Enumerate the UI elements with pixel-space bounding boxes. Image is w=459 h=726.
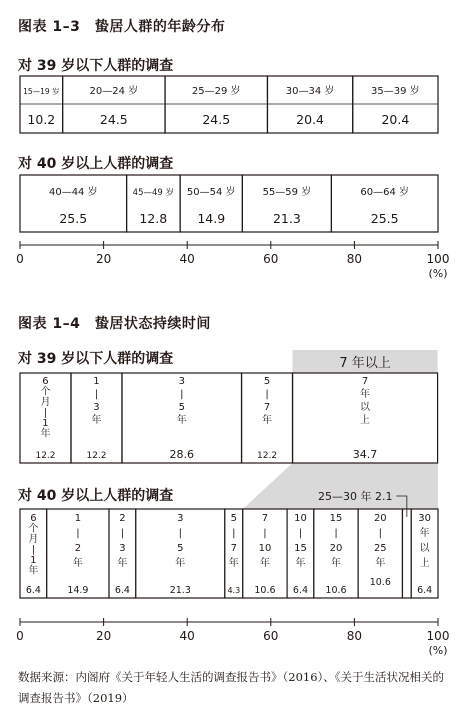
fig14-over40-cat-8-char-1: | [378, 528, 383, 539]
fig14-over40-value-3: 21.3 [169, 585, 191, 596]
fig13-over40-category-3: 55—59 岁 [262, 187, 312, 198]
fig14-under40-cat-0-char-2: 月 [40, 397, 51, 408]
fig14-over40-cat-5-char-0: 7 [261, 513, 269, 524]
fig14-over40-cat-5-char-1: | [263, 528, 267, 539]
fig14-over40-callout-label: 25—30 年 2.1 [317, 490, 393, 503]
fig14-under40-value-2: 28.6 [169, 448, 195, 461]
fig14-over40-cat-5-char-2: 10 [258, 543, 272, 554]
fig14-under40-cat-1-char-0: 1 [93, 376, 100, 387]
fig14-under40-cat-2-char-0: 3 [178, 376, 185, 387]
fig14-over40-cat-0-char-1: 个 [28, 523, 39, 535]
fig14-under40-cat-2-char-2: 5 [178, 402, 185, 413]
fig13-tick-label-5: 100 [426, 252, 450, 266]
fig14-over40-cat-6-char-1: | [298, 528, 303, 539]
fig13-under40-category-3: 30—34 岁 [285, 86, 335, 97]
fig14-over40-cat-10-char-1: 年 [419, 528, 430, 539]
fig14-over40-cat-3-char-3: 年 [175, 558, 186, 569]
fig13-over40-value-4: 25.5 [370, 211, 399, 226]
figure-1-4-under40-subtitle: 对 39 岁以下人群的调查 [18, 351, 174, 367]
fig14-over40-cat-6-char-3: 年 [295, 558, 306, 569]
fig14-over40-value-10: 6.4 [417, 585, 433, 596]
fig13-over40-value-0: 25.5 [59, 211, 88, 226]
fig13-under40-value-0: 10.2 [27, 112, 56, 127]
fig14-under40-cat-3-char-1: | [265, 389, 269, 400]
fig14-over40-value-1: 14.9 [67, 585, 89, 596]
fig14-over40-cat-10-char-2: 以 [419, 543, 430, 554]
fig14-over40-value-8: 10.6 [369, 577, 391, 588]
shade-layer [243, 350, 438, 509]
fig13-over40-category-0: 40—44 岁 [48, 187, 98, 198]
fig14-over40-cat-4-char-0: 5 [230, 513, 237, 524]
fig14-over40-value-5: 10.6 [254, 585, 276, 596]
fig13-tick-label-1: 20 [95, 252, 112, 266]
fig14-over40-bar-9 [402, 509, 411, 598]
fig14-tick-label-1: 20 [95, 629, 112, 643]
fig14-over40-cat-3-char-1: | [178, 528, 182, 539]
fig13-over40-value-2: 14.9 [197, 211, 226, 226]
fig14-under40-value-4: 34.7 [352, 448, 378, 461]
fig14-over40-cat-2-char-2: 3 [119, 543, 126, 554]
fig14-under40-cat-4-char-2: 以 [360, 402, 371, 413]
fig14-over40-cat-3-char-2: 5 [177, 543, 184, 554]
fig14-over40-cat-8-char-0: 20 [373, 513, 387, 524]
fig14-over40-cat-7-char-0: 15 [329, 513, 343, 524]
fig14-over40-cat-6-char-0: 10 [294, 513, 307, 524]
fig14-over40-cat-0-char-0: 6 [30, 513, 37, 524]
fig14-over40-cat-1-char-3: 年 [72, 558, 83, 569]
fig13-over40-category-2: 50—54 岁 [186, 187, 236, 198]
fig14-tick-label-4: 80 [346, 629, 363, 643]
fig13-under40-value-2: 24.5 [202, 112, 231, 127]
fig14-over40-cat-2-char-3: 年 [117, 558, 128, 569]
fig14-under40-cat-2-char-3: 年 [176, 415, 187, 426]
fig14-over40-cat-4-char-3: 年 [228, 558, 239, 569]
fig14-over40-value-4: 4.3 [227, 586, 241, 595]
fig14-over40-cat-3-char-0: 3 [177, 513, 184, 524]
fig13-under40-category-4: 35—39 岁 [371, 86, 420, 97]
fig13-under40-value-1: 24.5 [99, 112, 128, 127]
fig14-under40-value-1: 12.2 [86, 451, 107, 461]
fig14-over40-cat-1-char-2: 2 [74, 543, 82, 554]
figure-1-4-title: 图表 1–4 蛰居状态持续时间 [18, 316, 211, 332]
fig13-under40-category-2: 25—29 岁 [191, 86, 241, 97]
fig14-under40-value-0: 12.2 [35, 451, 56, 461]
source-note: 数据来源：内阁府《关于年轻人生活的调查报告书》（2016）、《关于生活状况相关的调查报告书》（2019） [18, 670, 445, 705]
fig14-over40-cat-1-char-0: 1 [74, 513, 82, 524]
fig13-under40-value-4: 20.4 [381, 112, 410, 127]
fig14-under40-value-3: 12.2 [257, 451, 278, 461]
fig14-under40-cat-3-char-2: 7 [263, 402, 271, 413]
fig13-over40-value-3: 21.3 [272, 211, 301, 226]
figure-1-4-over40-subtitle: 对 40 岁以上人群的调查 [18, 488, 174, 504]
fig14-over40-cat-0-char-2: 月 [28, 534, 39, 545]
fig14-under40-cat-1-char-1: | [94, 389, 99, 400]
fig14-over40-cat-1-char-1: | [76, 528, 80, 539]
fig13-under40-value-3: 20.4 [296, 112, 325, 127]
fig14-under40-cat-4-char-0: 7 [361, 376, 369, 387]
figure-1-3-title: 图表 1–3 蛰居人群的年龄分布 [18, 19, 226, 35]
fig13-under40-category-1: 20—24 岁 [89, 86, 139, 97]
figure-1-3-over40-subtitle: 对 40 岁以上人群的调查 [18, 156, 174, 172]
fig14-under40-cat-0-char-3: | [43, 407, 48, 419]
fig14-over40-cat-6-char-2: 15 [294, 543, 307, 554]
fig14-over40-value-0: 6.4 [25, 585, 41, 596]
fig14-over40-cat-10-char-0: 30 [418, 513, 431, 524]
fig14-under40-cat-3-char-3: 年 [262, 415, 273, 426]
fig14-over40-cat-2-char-0: 2 [119, 513, 126, 524]
fig14-over40-cat-7-char-1: | [334, 528, 338, 539]
fig14-under40-cat-1-char-3: 年 [91, 415, 102, 426]
fig14-over40-cat-10-char-3: 上 [419, 558, 430, 569]
fig14-over40-cat-0-char-3: | [31, 544, 36, 556]
fig13-under40-category-0: 15—19 岁 [23, 87, 60, 96]
fig13-over40-category-4: 60—64 岁 [360, 187, 410, 198]
fig14-over40-value-2: 6.4 [114, 585, 130, 596]
fig14-under40-cat-0-char-4: 1 [42, 418, 49, 429]
fig14-under40-cat-2-char-1: | [180, 389, 184, 400]
fig14-tick-label-0: 0 [16, 629, 24, 643]
fig14-under40-cat-3-char-0: 5 [263, 376, 271, 387]
fig14-over40-cat-8-char-3: 年 [375, 558, 386, 569]
fig14-over40-cat-8-char-2: 25 [373, 543, 387, 554]
fig14-tick-label-5: 100 [426, 629, 450, 643]
fig14-under40-highlight-label: 7 年以上 [339, 356, 391, 371]
fig14-under40-cat-0-char-0: 6 [42, 376, 49, 387]
fig13-tick-label-4: 80 [346, 252, 363, 266]
fig14-under40-cat-4-char-3: 上 [360, 415, 371, 426]
fig14-over40-cat-5-char-3: 年 [259, 558, 270, 569]
fig13-tick-label-0: 0 [16, 252, 24, 266]
fig14-over40-cat-4-char-1: | [232, 528, 236, 539]
fig14-tick-label-2: 40 [179, 629, 195, 643]
fig14-over40-value-6: 6.4 [292, 585, 309, 596]
fig13-over40-value-1: 12.8 [139, 211, 168, 226]
fig14-over40-cat-7-char-3: 年 [331, 558, 342, 569]
figure-1-3-under40-subtitle: 对 39 岁以下人群的调查 [18, 58, 174, 74]
fig14-under40-cat-0-char-1: 个 [40, 386, 51, 398]
fig13-tick-label-2: 40 [179, 252, 195, 266]
fig14-over40-cat-0-char-5: 年 [28, 565, 39, 577]
fig14-under40-cat-1-char-2: 3 [93, 402, 100, 413]
fig14-over40-cat-0-char-4: 1 [30, 555, 37, 566]
fig13-tick-label-3: 60 [263, 252, 279, 266]
fig14-under40-cat-4-char-1: 年 [360, 389, 371, 400]
fig14-tick-label-3: 60 [263, 629, 279, 643]
fig13-axis-unit: (%) [428, 267, 448, 280]
fig14-under40-cat-0-char-5: 年 [40, 428, 51, 440]
fig14-over40-value-7: 10.6 [325, 585, 347, 596]
fig14-over40-cat-7-char-2: 20 [329, 543, 343, 554]
fig14-over40-cat-2-char-1: | [120, 528, 125, 539]
fig13-over40-category-1: 45—49 岁 [132, 188, 175, 198]
fig14-over40-cat-4-char-2: 7 [230, 543, 237, 554]
fig14-axis-unit: (%) [428, 644, 448, 657]
